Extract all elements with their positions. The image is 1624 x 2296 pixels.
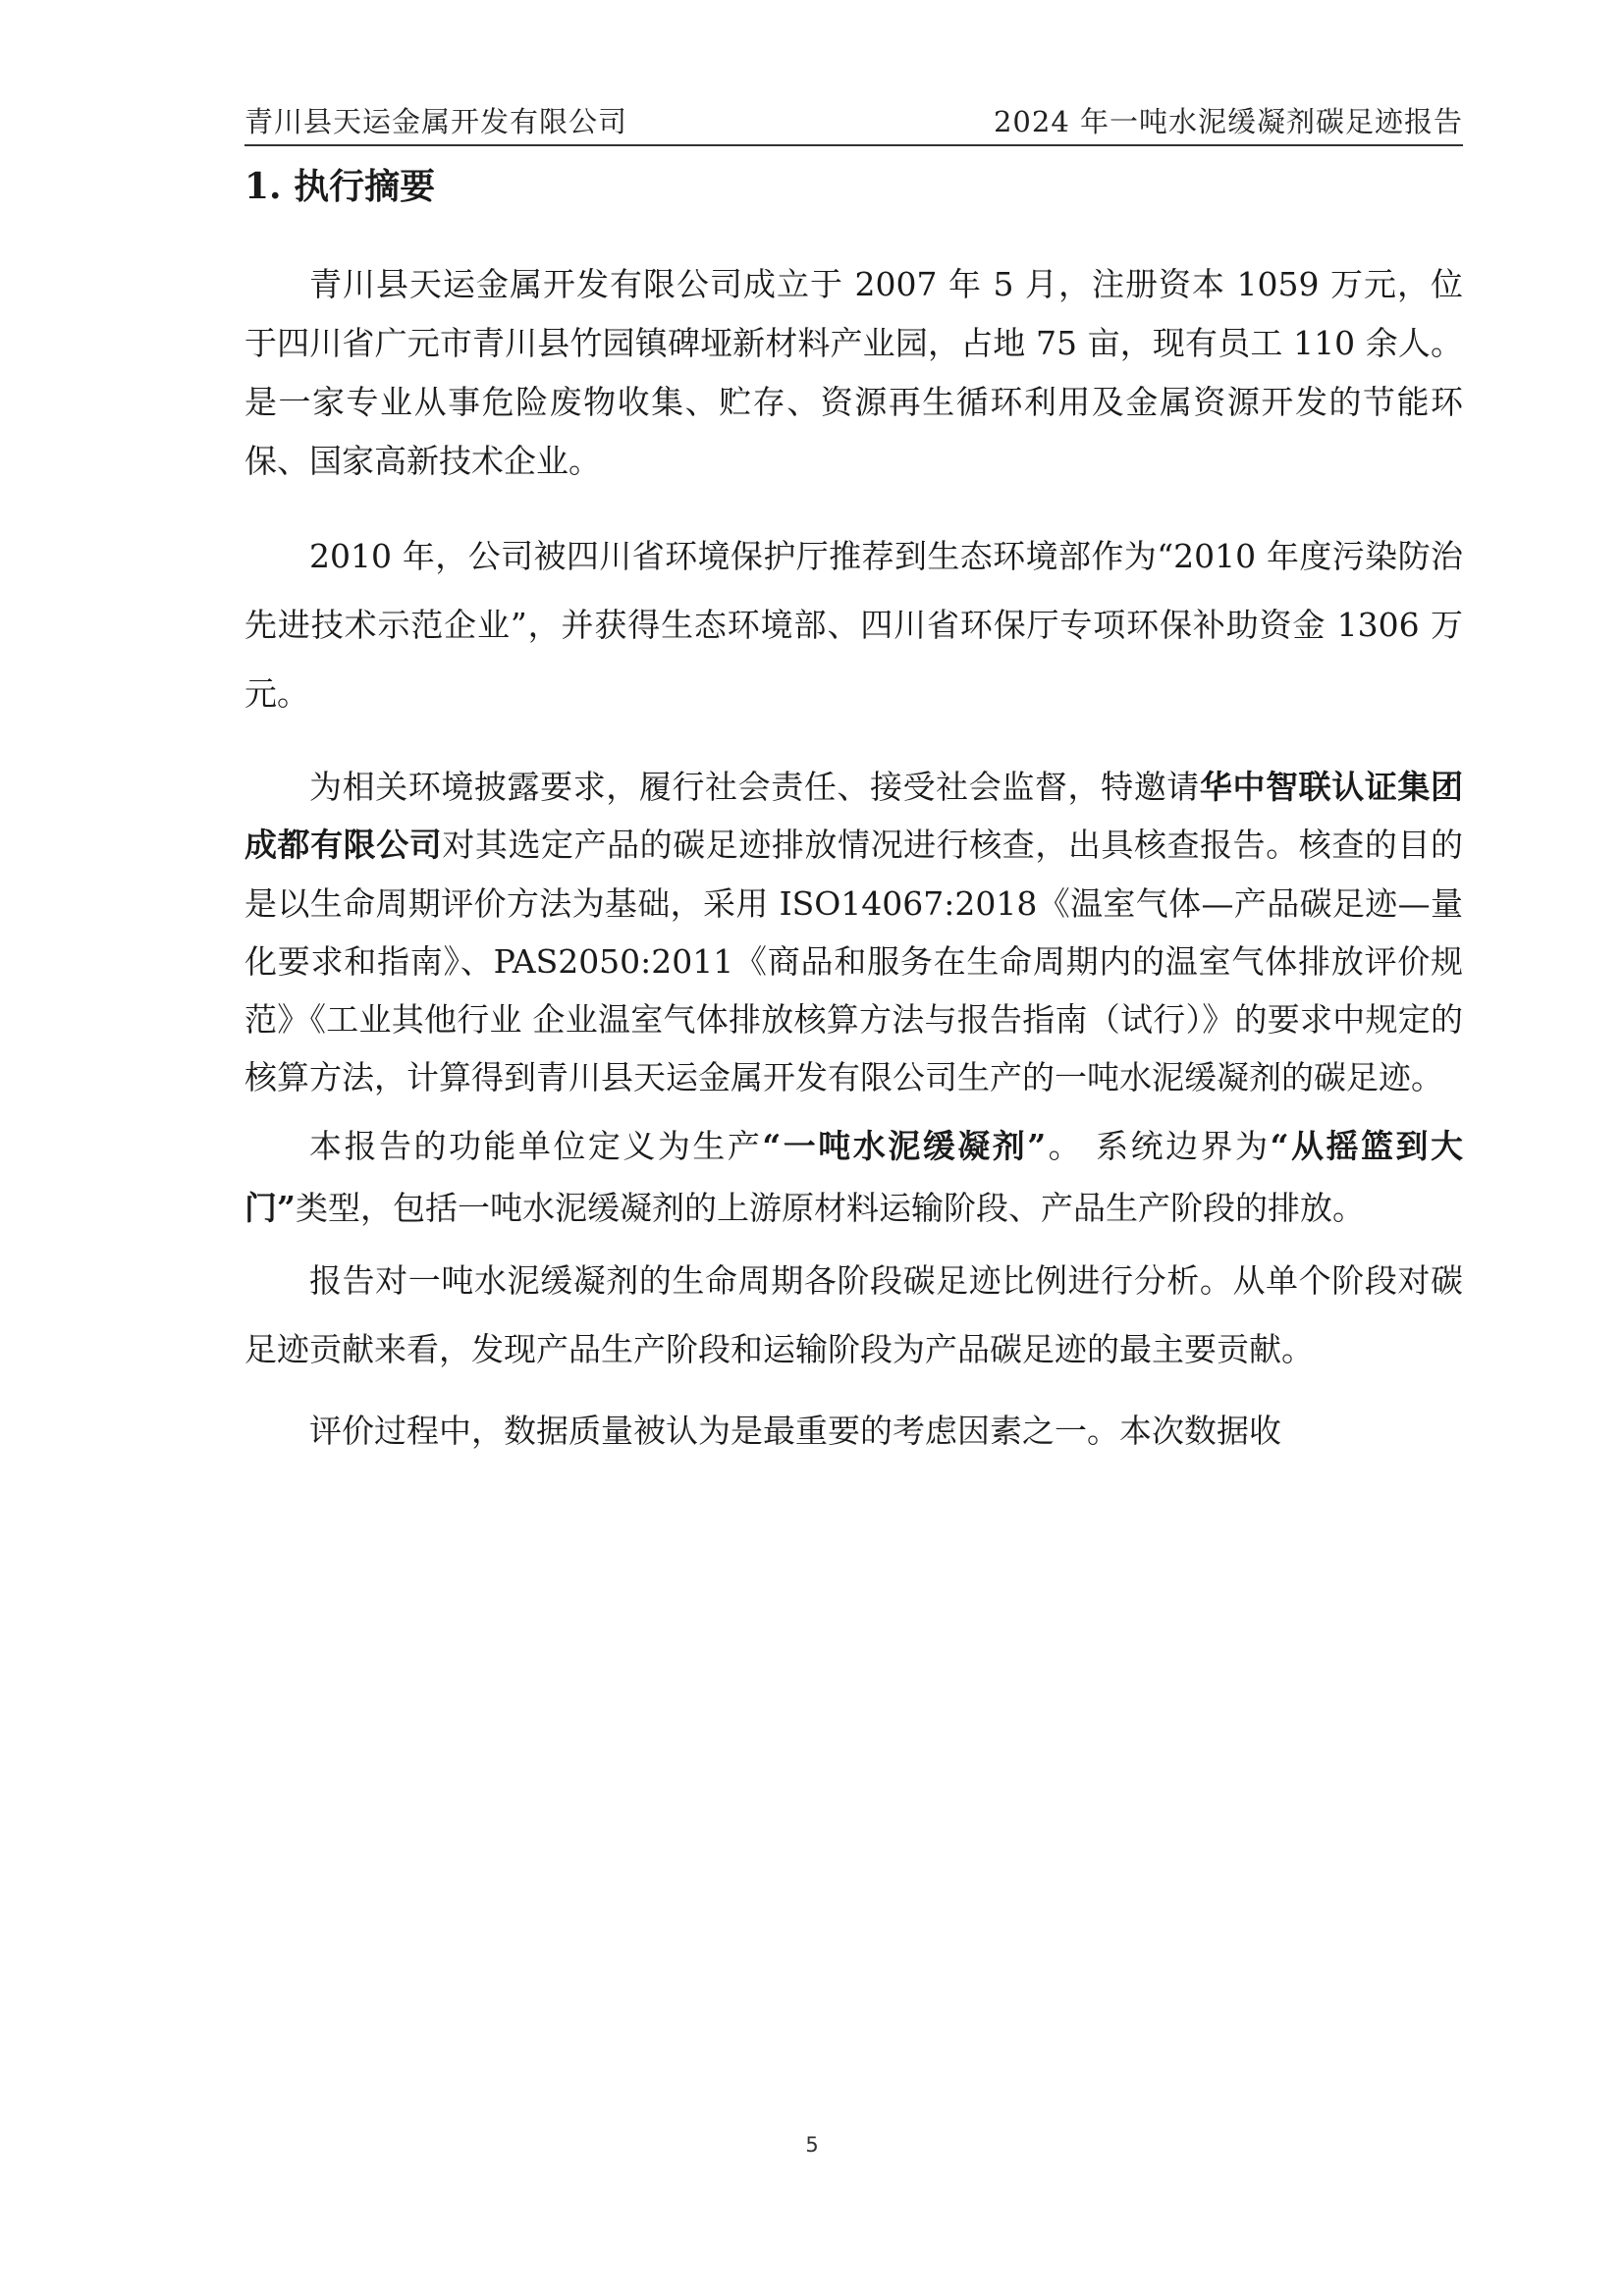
paragraph-company-intro: 青川县天运金属开发有限公司成立于 2007 年 5 月，注册资本 1059 万元，位于四川省广元市青川县竹园镇碑垭新材料产业园，占地 75 亩，现有员工 110 余人。是一家专业从事危险废物收集、贮存、资源再生循环利用及金属资源开发的节能环保、国家高新技术企业。 [244,265,1463,480]
page-header [244,102,1463,141]
verification-text-before: 为相关环境披露要求，履行社会责任、接受社会监督，特邀请 [309,768,1200,806]
verification-text-after: 对其选定产品的碳足迹排放情况进行核查，出具核查报告。核查的目的是以生命周期评价方法为基础，采用 ISO14067:2018《温室气体—产品碳足迹—量化要求和指南》、PAS2050:2011《商品和服务在生命周期内的温室气体排放评价规范》《工业其他行业 企业温室气体排放核算方法与报告指南（试行）》的要求中规定的核算方法，计算得到青川县天运金属开发有限公司生产的一吨水泥缓凝剂的碳足迹。 [244,826,1464,1097]
page-number: 5 [805,2133,819,2157]
header-report-title: 2024 年一吨水泥缓凝剂碳足迹报告 [993,105,1463,138]
document-body [244,255,1463,1463]
paragraph-data-quality: 评价过程中，数据质量被认为是最重要的考虑因素之一。本次数据收 [309,1411,1281,1450]
functional-unit-text-before: 本报告的功能单位定义为生产 [309,1126,763,1165]
functional-unit-value: “一吨水泥缓凝剂” [762,1126,1047,1165]
functional-unit-text-middle: 。 系统边界为 [1046,1126,1271,1165]
verifier-name: 华中智联认证集团成都有限公司 [244,768,1464,865]
paragraph-stage-analysis: 报告对一吨水泥缓凝剂的生命周期各阶段碳足迹比例进行分析。从单个阶段对碳足迹贡献来看，发现产品生产阶段和运输阶段为产品碳足迹的最主要贡献。 [244,1260,1463,1368]
header-company-name: 青川县天运金属开发有限公司 [244,105,628,138]
paragraph-awards: 2010 年，公司被四川省环境保护厅推荐到生态环境部作为“2010 年度污染防治先进技术示范企业”，并获得生态环境部、四川省环保厅专项环保补助资金 1306 万元。 [244,537,1463,713]
section-title: 1. 执行摘要 [244,166,436,207]
functional-unit-text-after: 类型，包括一吨水泥缓凝剂的上游原材料运输阶段、产品生产阶段的排放。 [295,1188,1365,1227]
system-boundary-value: “从摇篮到大门” [244,1126,1463,1227]
paragraph-functional-unit [244,1115,1463,1239]
header-divider [244,144,1463,146]
paragraph-verification [244,758,1463,1107]
